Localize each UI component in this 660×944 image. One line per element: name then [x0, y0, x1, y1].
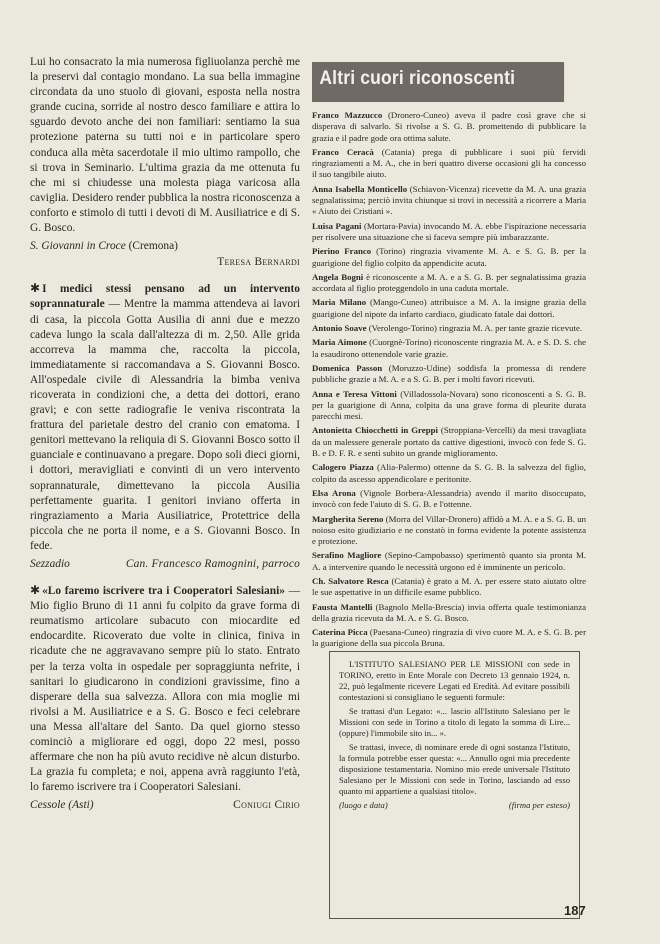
star-bullet-icon: ✱	[30, 583, 41, 598]
entry-name: Elsa Arona	[312, 487, 356, 498]
signature-3	[30, 798, 300, 813]
entry-text: (Paesana-Cuneo) ringrazia di vivo cuore M. A. e S. G. B. per la guarigione della sua piccola Bruna.	[312, 627, 586, 649]
thanks-entry	[312, 272, 586, 295]
entry-name: Fausta Mantelli	[312, 601, 373, 612]
thanks-entry	[312, 147, 586, 181]
entry-name: Maria Aimone	[312, 337, 367, 348]
notice-erede: Se trattasi, invece, di nominare erede di ogni sostanza l'Istituto, la formula potrebbe esser questa: «... Annullo ogni mia precedente disposizione testamentaria. Nomino mio erede universale l'Istituto Salesiano per le Missioni con sede in Torino, lasciando ad esso quanto mi appartiene a qualsiasi titolo».	[339, 742, 570, 796]
thanks-entry	[312, 323, 586, 334]
signature-place: Cessole (Asti)	[30, 799, 94, 812]
entry-text: (Stroppiana-Vercelli) da mesi travagliata da un malessere generale portato da cattive digestioni, invocò con fede S. G. B. e D. F. R. e sentì subito un grande miglioramento.	[312, 425, 586, 459]
entry-name: Antonietta Chiocchetti in Greppi	[312, 425, 438, 436]
legal-notice-box	[329, 651, 580, 919]
entry-name: Anna Isabella Monticello	[312, 183, 408, 194]
entry-text: (Bagnolo Mella-Brescia) invia offerta quale testimonianza della grazia ricevuta da M. A. e S. G. Bosco.	[312, 601, 587, 623]
thanks-entry	[312, 184, 586, 218]
grace-account-2	[30, 281, 300, 554]
thanks-entry	[312, 462, 586, 485]
entry-name: Luisa Pagani	[312, 220, 362, 231]
notice-footer	[339, 800, 570, 811]
thanks-entry	[312, 246, 586, 269]
entry-text: (Torino) ringrazia vivamente M. A. e S. G. B. per la guarigione del figlio colpito da appendicite acuta.	[312, 246, 586, 268]
star-bullet-icon: ✱	[30, 281, 41, 296]
signature-1	[30, 239, 300, 254]
account-heading: «Lo faremo iscrivere tra i Cooperatori Salesiani»	[42, 585, 285, 598]
account-heading: I medici stessi pensano ad un intervento soprannaturale	[30, 283, 300, 311]
section-banner: Altri cuori riconoscenti	[312, 62, 564, 102]
entry-name: Franco Mazzucco	[312, 110, 383, 120]
entry-text: (Morra del Villar-Dronero) affidò a M. A. e a S. G. B. un noioso esito giudiziario e ne constatò in forma evidente la potente assistenza e protezione.	[312, 513, 587, 547]
entry-name: Maria Milano	[312, 297, 367, 308]
entry-name: Serafino Magliore	[312, 550, 382, 561]
notice-legato: Se trattasi d'un Legato: «... lascio all'Istituto Salesiano per le Missioni con sede in Torino a titolo di legato la somma di Lire... (oppure) l'immobile sito in... ».	[339, 706, 570, 738]
signature-place: Sezzadio	[30, 558, 70, 570]
left-column	[30, 55, 300, 814]
place-date-label: (luogo e data)	[339, 800, 388, 810]
entry-text: è riconoscente a M. A. e a S. G. B. per segnalatissima grazia accordata al figlio proteggendolo in una caduta mortale.	[312, 271, 586, 294]
entry-text: (Sepino-Campobasso) sperimentò quanto sia pronta M. A. a intervenire quando le necessità urgono ed è imminente un pericolo.	[312, 550, 587, 572]
signature-name: Can. Francesco Ramognini, parroco	[125, 558, 300, 570]
entry-text: (Villadossola-Novara) sono riconoscenti a S. G. B. per la guarigione di Anna, colpita da una grave forma di pleurite durata parecchi mesi.	[312, 388, 586, 422]
page-number: 187	[564, 903, 586, 918]
account-text: — Mio figlio Bruno di 11 anni fu colpito da grave forma di reumatismo articolare subacuto con miocardite ed endocardite. Ricoverato due volte in clinica, finiva in ricadute che ne aggravavano sempre più lo stato. Entrato per la terza volta in ospedale per sopraggiunta nefrite, i sanitari lo giudicarono in condizioni gravissime, fino a disperare della sua salvezza. Allora con mia moglie mi rivolsi a M. Ausiliatrice e a S. G. Bosco e feci celebrare una Messa all'altare del Santo. Da quel giorno stesso cominciò a migliorare ed oggi, dopo 22 mesi, posso affermare che non ha più avuto recidive nè alcun disturbo. La grazia fu completa; e noi, appena avrà raggiunto l'età, lo faremo iscrivere tra i Cooperatori Salesiani.	[30, 585, 300, 794]
thanks-entry	[312, 389, 586, 423]
entry-text: (Mortara-Pavia) invocando M. A. ebbe l'ispirazione necessaria per risolvere una situazione che si faceva sempre più imbarazzante.	[312, 220, 586, 242]
thanks-entry	[312, 602, 586, 625]
account-text: — Mentre la mamma attendeva ai lavori di casa, la piccola Gotta Ausilia di anni due e mezzo cadeva lungo la scala dall'altezza di m. 2,50. Alle grida accorreva la mamma che, raccolta la piccola, immediatamente si raccomandava a S. Giovanni Bosco. All'ospedale civile di Alessandria la bimba veniva ricoverata in condizioni che, a detta dei dottori, erano gravi; e con sette radiografie le veniva riscontrata la frattura del parietale destro del cranio con ematoma. I genitori mettevano la reliquia di S. Giovanni Bosco sotto il guanciale e continuavano a pregare. Dopo soli dieci giorni, i dottori, meravigliati e convinti di un vero intervento soprannaturale, dimettevano la piccola Ausilia perfettamente guarita. I genitori inviano offerta in ringraziamento a Maria Ausiliatrice, Protettrice della piccola che ne porta il nome, e a S. Giovanni Bosco. In fede.	[30, 298, 300, 552]
thanks-entry	[312, 514, 586, 548]
thanks-entry	[312, 425, 586, 459]
entry-name: Angela Bogni	[312, 271, 364, 282]
thanks-entry	[312, 488, 586, 511]
thanks-entry	[312, 576, 586, 599]
signature-1-name-row	[30, 255, 300, 270]
entry-text: (Alia-Palermo) ottenne da S. G. B. la salvezza del figlio, colpito da ascesso appendicolare e peritonite.	[312, 462, 586, 484]
entry-name: Domenica Passon	[312, 362, 383, 373]
signature-place: S. Giovanni in Croce	[30, 240, 126, 253]
entry-name: Pierino Franco	[312, 246, 372, 257]
entry-name: Calogero Piazza	[312, 462, 374, 473]
signature-label: (firma per esteso)	[508, 800, 570, 810]
entry-text: (Moruzzo-Udine) soddisfa la promessa di rendere pubbliche grazie a M. A. e a S. G. B. per i molti favori ricevuti.	[312, 362, 587, 385]
signature-province: (Cremona)	[128, 240, 178, 253]
entry-text: (Schiavon-Vicenza) ricevette da M. A. una grazia segnalatissima; perciò invita chiunque si trovi in necessità a ricorrere a Maria « Aiuto dei Cristiani ».	[312, 183, 587, 217]
thanks-entry	[312, 110, 586, 144]
thanks-entry	[312, 337, 586, 360]
entry-name: Caterina Picca	[312, 627, 368, 638]
signature-name: Coniugi Cirio	[233, 799, 300, 812]
thanks-entry	[312, 363, 586, 386]
entry-name: Ch. Salvatore Resca	[312, 575, 389, 586]
notice-intro: L'ISTITUTO SALESIANO PER LE MISSIONI con sede in TORINO, eretto in Ente Morale con Decreto 13 gennaio 1924, n. 22, può legalmente ricevere Legati ed Eredità. Ad evitare possibili contestazioni si consigliano le seguenti formule:	[339, 659, 570, 702]
thanks-entry	[312, 221, 586, 244]
signature-2	[30, 557, 300, 572]
thanks-entry	[312, 297, 586, 320]
grace-account-3	[30, 583, 300, 795]
entry-text: (Catania) è grato a M. A. per essere stato aiutato oltre le sue aspettative in un difficile esame pubblico.	[312, 575, 586, 598]
thanks-entry	[312, 627, 586, 650]
entry-text: (Catania) prega di pubblicare i suoi più fervidi ringraziamenti a M. A., che in beri quattro diverse occasioni gli ha concesso il suo tangibile aiuto.	[312, 146, 586, 180]
entry-name: Antonio Soave	[312, 323, 367, 334]
entry-text: (Verolengo-Torino) ringrazia M. A. per tante grazie ricevute.	[366, 323, 583, 334]
entry-text: (Vignole Borbera-Alessandria) avendo il marito disoccupato, invocò con fede l'aiuto di S. G. B. e l'ottenne.	[312, 487, 586, 510]
entry-name: Margherita Sereno	[312, 513, 384, 524]
thanks-list	[312, 110, 586, 653]
entry-name: Anna e Teresa Vittoni	[312, 388, 397, 399]
thanks-entry	[312, 550, 586, 573]
entry-text: (Cuorgnè-Torino) riconoscente ringrazia M. A. e S. D. S. che la esaudirono ottenendole varie grazie.	[312, 337, 587, 359]
entry-name: Franco Ceracà	[312, 146, 374, 157]
entry-text: (Mango-Cuneo) attribuisce a M. A. la insigne grazia della guarigione del nipote da infarto cardiaco, giudicato fatale dai dottori.	[312, 297, 586, 319]
paragraph-intro: Lui ho consacrato la mia numerosa figliuolanza perchè me la preservi dal contagio mondano. La sua bella immagine circondata da uno stuolo di giovani, esposta nella nostra grande cucina, sorride al nostro desco familiare e attira lo sguardo devoto anche dei non familiari: sentiamo la sua protezione paterna su tutti noi e in particolare spero conduca alla mèta sacerdotale il mio ultimo rampollo, che si trova in Seminario. L'ultima grazia da me ottenuta fu che mi si chiudesse una molesta piaga varicosa alla caviglia. Desidero render pubblica la nostra riconoscenza a conforto e stimolo di tutti i devoti di M. Ausiliatrice e di S. G. Bosco.	[30, 56, 300, 235]
entry-text: (Dronero-Cuneo) aveva il padre così grave che si disperava di salvarlo. Si rivolse a S. G. B. promettendo di pubblicare la grazia e il padre gode ora ottima salute.	[312, 110, 586, 143]
signature-name: Teresa Bernardi	[217, 256, 300, 269]
